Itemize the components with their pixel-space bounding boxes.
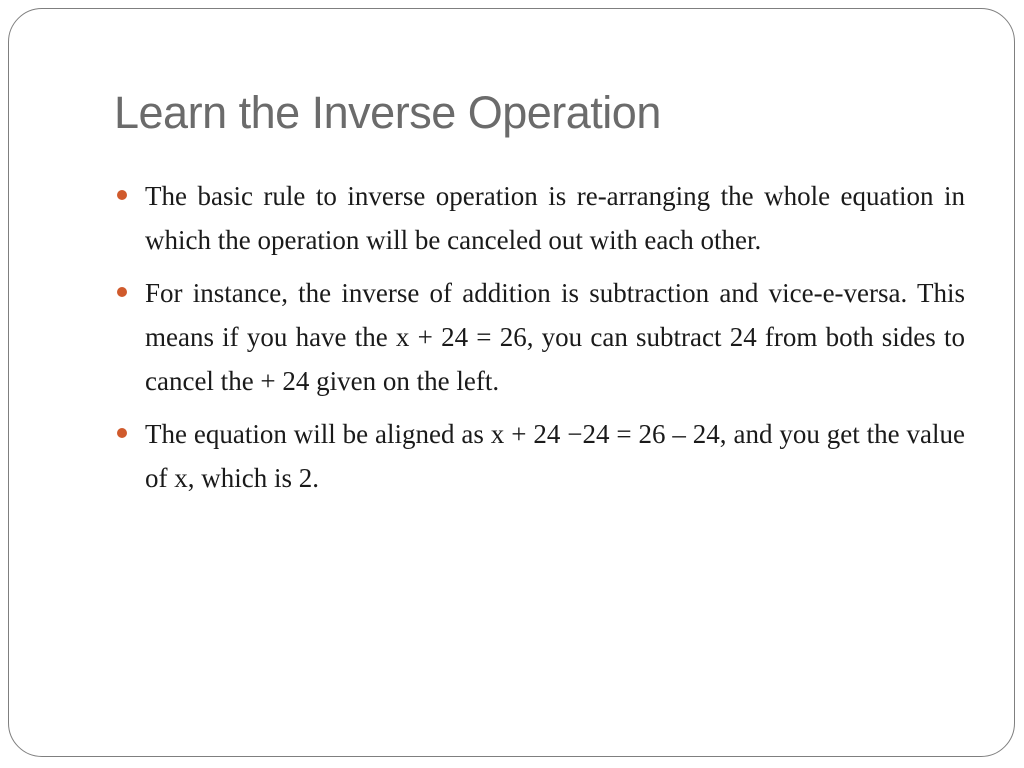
slide-title: Learn the Inverse Operation <box>114 87 661 138</box>
bullet-text: For instance, the inverse of addition is subtraction and vice-e-versa. This means if you have the x + 24 = 26, you can subtract 24 from both sides to cancel the + 24 given on the left. <box>145 278 965 396</box>
slide-frame <box>8 8 1015 757</box>
bullet-item <box>115 174 965 262</box>
bullet-text: The basic rule to inverse operation is re-arranging the whole equation in which the operation will be canceled out with each other. <box>145 181 965 255</box>
bullet-text: The equation will be aligned as x + 24 −24 = 26 – 24, and you get the value of x, which is 2. <box>145 419 965 493</box>
bullet-list <box>115 174 965 509</box>
bullet-dot-icon <box>117 190 127 200</box>
bullet-item <box>115 271 965 403</box>
bullet-dot-icon <box>117 428 127 438</box>
bullet-item <box>115 412 965 500</box>
bullet-dot-icon <box>117 287 127 297</box>
